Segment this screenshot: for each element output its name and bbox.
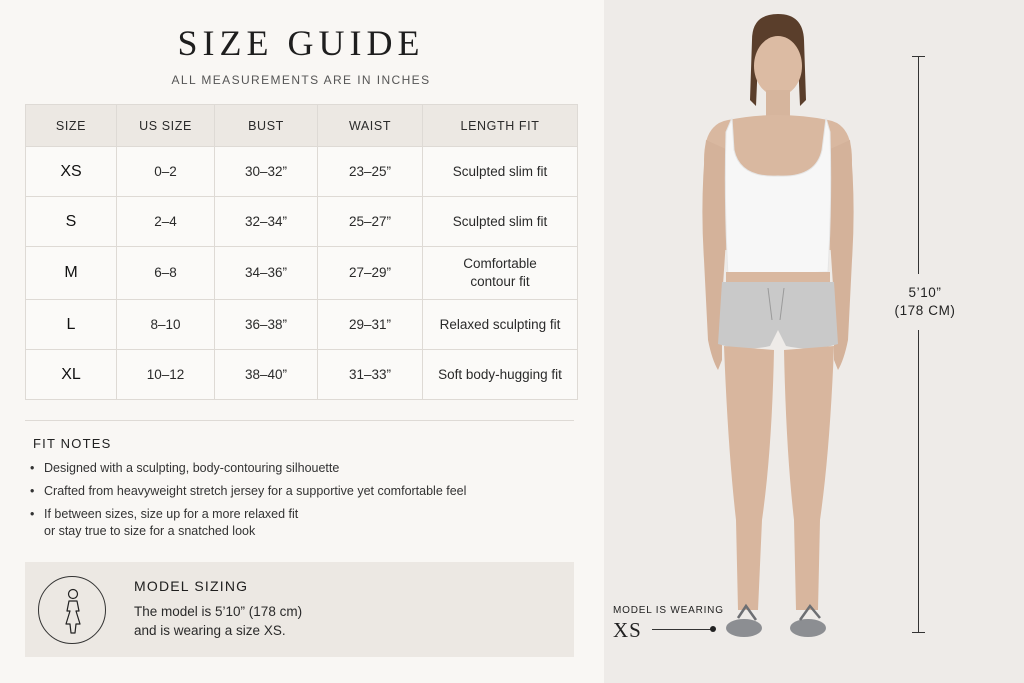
waist-cell: 27–29”: [318, 247, 423, 300]
bullet-icon: •: [30, 507, 35, 521]
waist-cell: 25–27”: [318, 197, 423, 247]
us-size-cell: 2–4: [117, 197, 215, 247]
waist-cell: 29–31”: [318, 300, 423, 350]
column-header-size: SIZE: [26, 105, 117, 147]
model-sizing-description: The model is 5’10” (178 cm) and is wearing a size XS.: [134, 604, 303, 638]
fit-note-text: Designed with a sculpting, body-contouring silhouette: [44, 461, 340, 475]
page-subtitle: ALL MEASUREMENTS ARE IN INCHES: [171, 73, 431, 87]
length-fit-cell: Soft body-hugging fit: [423, 350, 578, 400]
us-size-cell: 6–8: [117, 247, 215, 300]
column-header-waist: WAIST: [318, 105, 423, 147]
bust-cell: 34–36”: [215, 247, 318, 300]
fit-note-text: If between sizes, size up for a more relaxed fit or stay true to size for a snatched look: [44, 507, 299, 538]
fit-notes-title: FIT NOTES: [33, 436, 112, 451]
length-fit-cell: Sculpted slim fit: [423, 197, 578, 247]
page-title: SIZE GUIDE: [177, 23, 425, 63]
length-fit-cell: Relaxed sculpting fit: [423, 300, 578, 350]
height-bottom-cap: [912, 632, 925, 633]
pointer-dot: [710, 626, 716, 632]
bust-cell: 32–34”: [215, 197, 318, 247]
fit-note-text: Crafted from heavyweight stretch jersey for a supportive yet comfortable feel: [44, 484, 467, 498]
column-header-length-fit: LENGTH FIT: [423, 105, 578, 147]
height-feet: 5’10”: [908, 285, 942, 300]
size-cell: XS: [26, 147, 117, 197]
column-header-bust: BUST: [215, 105, 318, 147]
length-fit-cell: Sculpted slim fit: [423, 147, 578, 197]
bust-cell: 36–38”: [215, 300, 318, 350]
height-cm: (178 CM): [894, 303, 956, 318]
size-cell: M: [26, 247, 117, 300]
model-wearing-label: MODEL IS WEARING: [613, 605, 724, 616]
waist-cell: 31–33”: [318, 350, 423, 400]
model-wearing-size: XS: [613, 618, 642, 642]
bust-cell: 38–40”: [215, 350, 318, 400]
length-fit-cell: Comfortable contour fit: [423, 247, 578, 300]
bust-cell: 30–32”: [215, 147, 318, 197]
us-size-cell: 0–2: [117, 147, 215, 197]
size-cell: L: [26, 300, 117, 350]
pointer-line: [652, 629, 712, 630]
waist-cell: 23–25”: [318, 147, 423, 197]
bullet-icon: •: [30, 484, 35, 498]
model-sizing-title: MODEL SIZING: [134, 578, 249, 594]
size-cell: XL: [26, 350, 117, 400]
us-size-cell: 8–10: [117, 300, 215, 350]
column-header-us-size: US SIZE: [117, 105, 215, 147]
size-cell: S: [26, 197, 117, 247]
us-size-cell: 10–12: [117, 350, 215, 400]
height-label: [880, 284, 970, 320]
height-line-bottom: [918, 330, 919, 632]
bullet-icon: •: [30, 461, 35, 475]
height-line-top: [918, 56, 919, 274]
